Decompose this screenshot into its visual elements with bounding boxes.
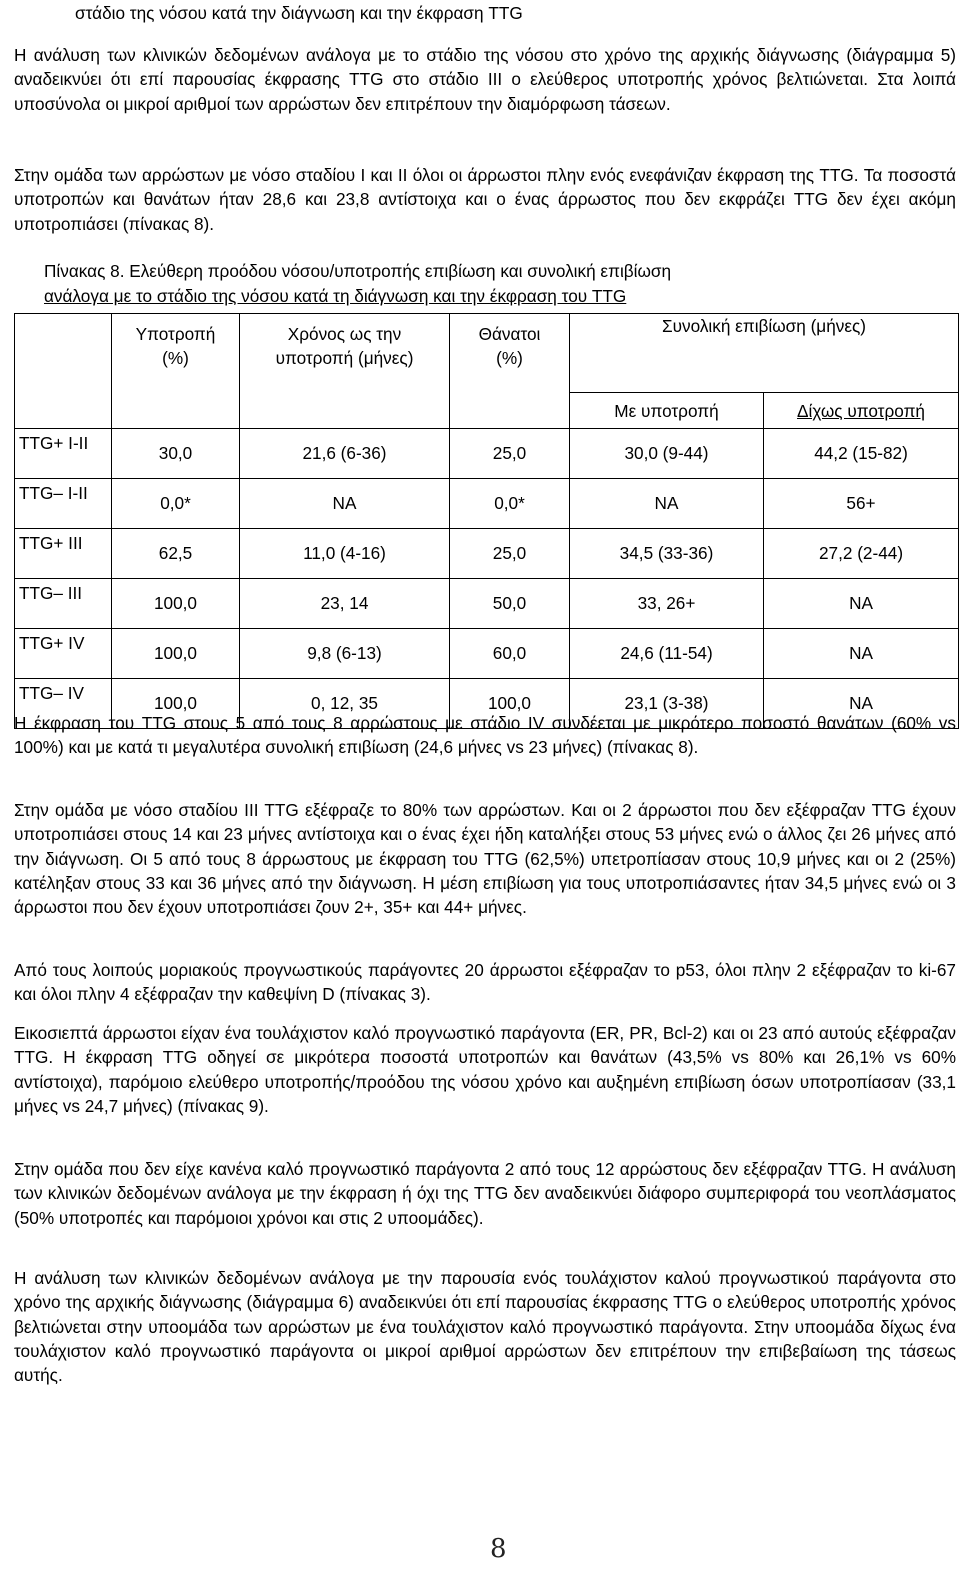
cell-with-relapse: 33, 26+: [570, 579, 764, 629]
cell-deaths: 50,0: [450, 579, 570, 629]
cell-deaths: 60,0: [450, 629, 570, 679]
paragraph-3: Η έκφραση του TTG στους 5 από τους 8 αρρώστους με στάδιο IV συνδέεται με μικρότερο ποσοστό θανάτων (60% vs 100%) και με κατά τι μεγαλυτέρα συνολική επιβίωση (24,6 μήνες vs 23 μήνες) (πίνακας 8).: [14, 713, 956, 758]
cell-without-relapse: NA: [764, 579, 959, 629]
cell-relapse: 100,0: [112, 579, 240, 629]
paragraph-2: Στην ομάδα των αρρώστων με νόσο σταδίου I και II όλοι οι άρρωστοι πλην ενός ενεφάνιζαν έκφραση της TTG. Τα ποσοστά υποτροπών και θανάτων ήταν 28,6 και 23,8 αντίστοιχα και ο ένας άρρωστος που δεν εκφράζει TTG δεν έχει ακόμη υποτροπιάσει (πίνακας 8).: [14, 165, 956, 234]
cell-without-relapse: NA: [764, 679, 959, 729]
table-caption-line2: ανάλογα με το στάδιο της νόσου κατά τη διάγνωση και την έκφραση του TTG: [44, 286, 627, 306]
row-label: TTG– III: [15, 579, 112, 629]
paragraph-5: Από τους λοιπούς μοριακούς προγνωστικούς παράγοντες 20 άρρωστοι εξέφραζαν το p53, όλοι πλην 2 εξέφραζαν το ki-67 και όλοι πλην 4 εξέφραζαν την καθεψίνη D (πίνακας 3).: [14, 960, 956, 1005]
cell-deaths: 100,0: [450, 679, 570, 729]
row-label: TTG+ I-II: [15, 429, 112, 479]
cell-with-relapse: 30,0 (9-44): [570, 429, 764, 479]
cell-with-relapse: 24,6 (11-54): [570, 629, 764, 679]
cell-relapse: 0,0*: [112, 479, 240, 529]
cell-deaths: 0,0*: [450, 479, 570, 529]
cell-without-relapse: 44,2 (15-82): [764, 429, 959, 479]
cell-with-relapse: 34,5 (33-36): [570, 529, 764, 579]
header-deaths: Θάνατοι (%): [450, 314, 570, 429]
cell-relapse: 62,5: [112, 529, 240, 579]
table-row: [15, 479, 959, 529]
cell-relapse: 30,0: [112, 429, 240, 479]
cell-time: NA: [240, 479, 450, 529]
cell-with-relapse: NA: [570, 479, 764, 529]
table-row: [15, 629, 959, 679]
header-overall-survival: Συνολική επιβίωση (μήνες): [570, 314, 959, 393]
cell-time: 0, 12, 35: [240, 679, 450, 729]
header-time-to-relapse: Χρόνος ως την υποτροπή (μήνες): [240, 314, 450, 429]
paragraph-7: Στην ομάδα που δεν είχε κανένα καλό προγνωστικό παράγοντα 2 από τους 12 αρρώστους δεν εξέφραζαν TTG. Η ανάλυση των κλινικών δεδομένων ανάλογα με την έκφραση ή όχι της TTG δεν αναδεικνύει διάφορο συμπεριφορά του νεοπλάσματος (50% υποτροπές και παρόμοιοι χρόνοι και στις 2 υποομάδες).: [14, 1159, 956, 1228]
row-label: TTG– I-II: [15, 479, 112, 529]
paragraph-1: Η ανάλυση των κλινικών δεδομένων ανάλογα με το στάδιο της νόσου στο χρόνο της αρχικής διάγνωσης (διάγραμμα 5) αναδεικνύει ότι επί παρουσίας έκφρασης TTG στο στάδιο III ο ελεύθερος υποτροπής χρόνος βελτιώνεται. Στα λοιπά υποσύνολα οι μικροί αριθμοί των αρρώστων δεν επιτρέπουν την διαμόρφωση τάσεων.: [14, 45, 956, 114]
cell-time: 23, 14: [240, 579, 450, 629]
cell-relapse: 100,0: [112, 679, 240, 729]
paragraph-8: Η ανάλυση των κλινικών δεδομένων ανάλογα με την παρουσία ενός τουλάχιστον καλού προγνωστικού παράγοντα στο χρόνο της αρχικής διάγνωσης (διάγραμμα 6) αναδεικνύει ότι επί παρουσίας έκφρασης TTG ο ελεύθερος υποτροπής χρόνος βελτιώνεται στην υποομάδα των αρρώστων με ένα τουλάχιστον καλό προγνωστικό παράγοντα. Στην υποομάδα δίχως ένα τουλάχιστον καλό προγνωστικό παράγοντα οι μικροί αριθμοί αρρώστων δεν επιτρέπουν την επιβεβαίωση της τάσεως αυτής.: [14, 1268, 956, 1386]
header-relapse: Υποτροπή (%): [112, 314, 240, 429]
page-number: 8: [490, 1534, 507, 1564]
paragraph-6: Εικοσιεπτά άρρωστοι είχαν ένα τουλάχιστον καλό προγνωστικό παράγοντα (ER, PR, Bcl-2) και οι 23 από αυτούς εξέφραζαν TTG. Η έκφραση TTG οδηγεί σε μικρότερα ποσοστά υποτροπών και θανάτων (43,5% vs 80% και 26,1% vs 60% αντίστοιχα), παρόμοιο ελεύθερο υποτροπής/προόδου της νόσου χρόνο και αυξημένη επιβίωση όσων υποτροπίασαν (33,1 μήνες vs 24,7 μήνες) (πίνακας 9).: [14, 1023, 956, 1116]
cell-time: 11,0 (4-16): [240, 529, 450, 579]
cell-deaths: 25,0: [450, 429, 570, 479]
cell-without-relapse: NA: [764, 629, 959, 679]
table-caption: [44, 259, 924, 309]
row-label: TTG– IV: [15, 679, 112, 729]
table-header-row: [15, 314, 959, 393]
cell-without-relapse: 56+: [764, 479, 959, 529]
cell-time: 9,8 (6-13): [240, 629, 450, 679]
table-row: [15, 579, 959, 629]
header-with-relapse: Με υποτροπή: [570, 393, 764, 429]
header-without-relapse: Δίχως υποτροπή: [764, 393, 959, 429]
table-8: [14, 313, 959, 729]
cell-deaths: 25,0: [450, 529, 570, 579]
table-row: [15, 429, 959, 479]
table-row: [15, 529, 959, 579]
cell-time: 21,6 (6-36): [240, 429, 450, 479]
header-empty: [15, 314, 112, 429]
paragraph-4: Στην ομάδα με νόσο σταδίου III TTG εξέφραζε το 80% των αρρώστων. Και οι 2 άρρωστοι που δεν εξέφραζαν TTG έχουν υποτροπιάσει στους 14 και 23 μήνες αντίστοιχα και ο ένας έχει ήδη καταλήξει στους 53 μήνες ενώ ο άλλος ζει 26 μήνες από την διάγνωση. Οι 5 από τους 8 άρρωστους με έκφραση του TTG (62,5%) υπετροπίασαν στους 10,9 μήνες και οι 2 (25%) κατέληξαν στους 33 και 36 μήνες από την διάγνωση. Η μέση επιβίωση για τους υποτροπιάσαντες ήταν 34,5 μήνες ενώ οι 3 άρρωστοι που δεν έχουν υποτροπιάσει ζουν 2+, 35+ και 44+ μήνες.: [14, 800, 956, 918]
cell-relapse: 100,0: [112, 629, 240, 679]
row-label: TTG+ III: [15, 529, 112, 579]
cell-without-relapse: 27,2 (2-44): [764, 529, 959, 579]
table-caption-line1: Πίνακας 8. Ελεύθερη προόδου νόσου/υποτροπής επιβίωση και συνολική επιβίωση: [44, 261, 672, 281]
row-label: TTG+ IV: [15, 629, 112, 679]
heading-fragment: στάδιο της νόσου κατά την διάγνωση και την έκφραση TTG: [75, 3, 523, 23]
cell-with-relapse: 23,1 (3-38): [570, 679, 764, 729]
